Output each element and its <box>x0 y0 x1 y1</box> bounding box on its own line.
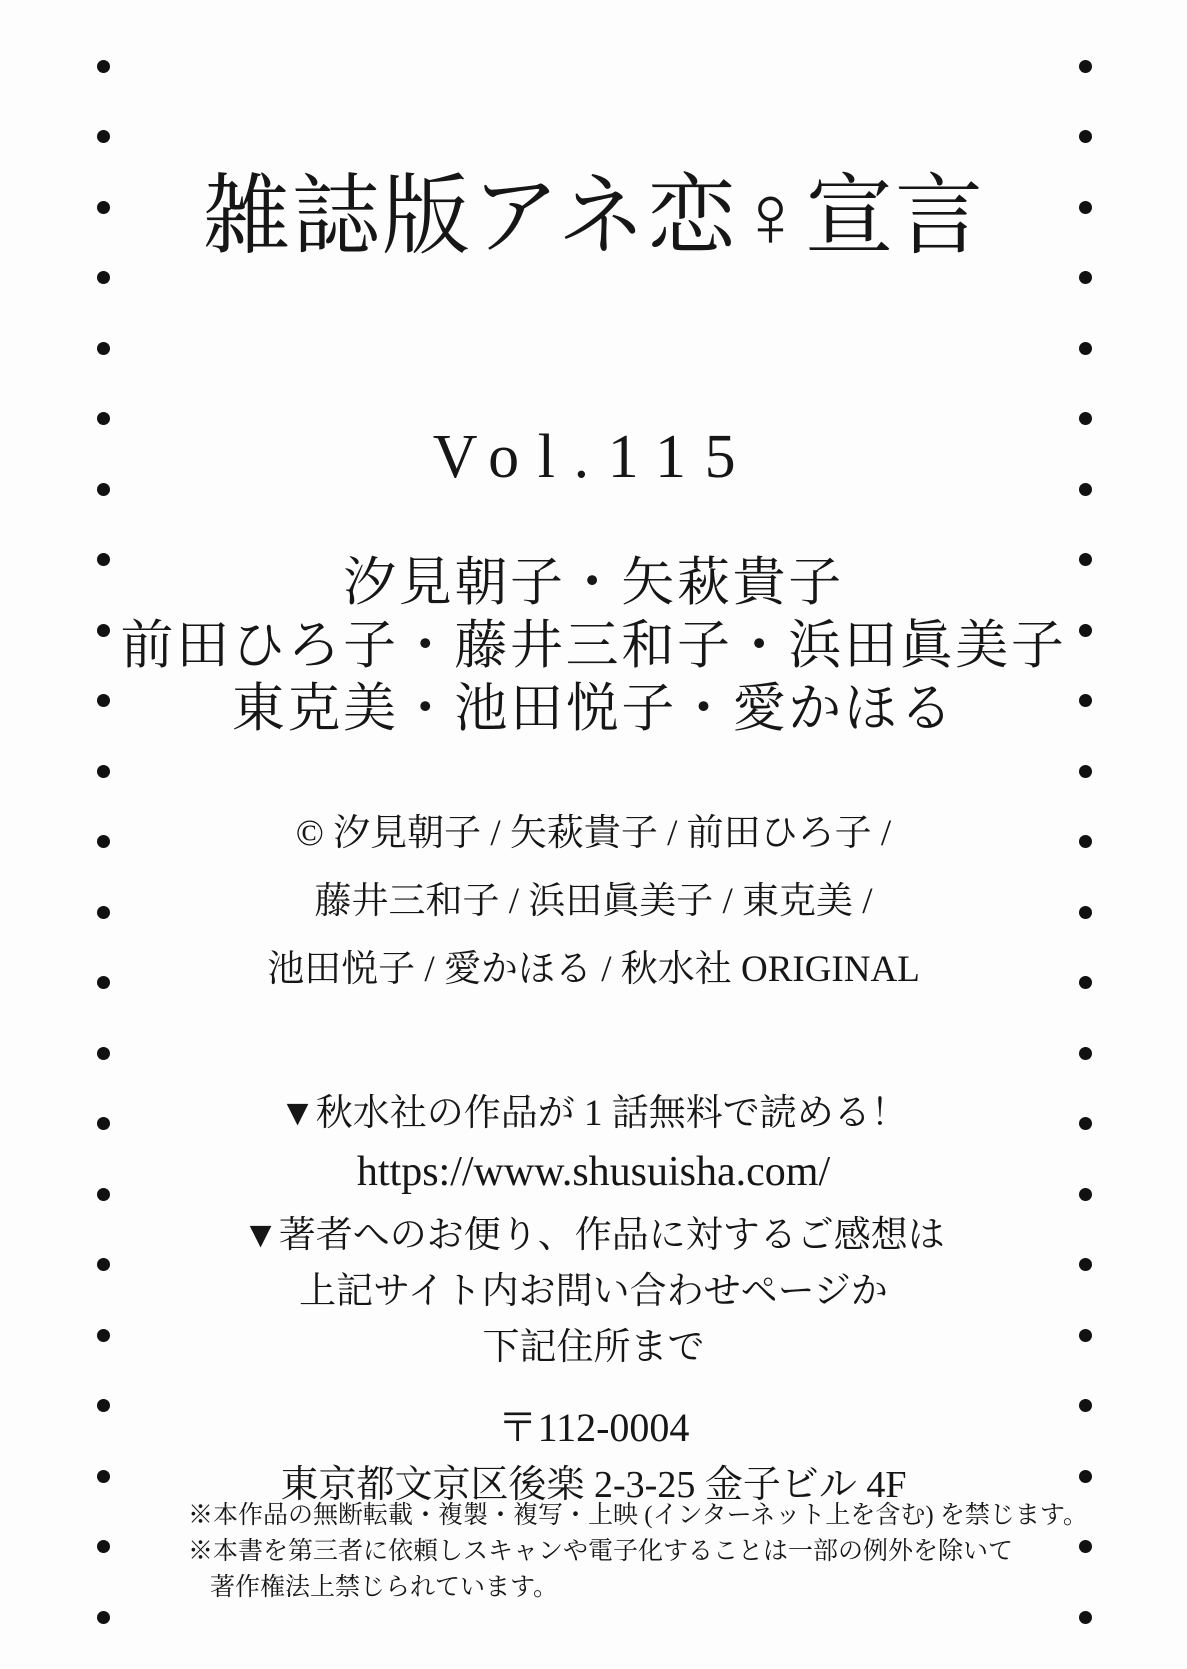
author-list <box>0 552 1187 741</box>
perforation-dot <box>1079 271 1092 284</box>
author-line-2: 前田ひろ子・藤井三和子・浜田眞美子 <box>120 617 1067 675</box>
author-line-1: 汐見朝子・矢萩貴子 <box>343 554 844 612</box>
perforation-dot <box>1079 130 1092 143</box>
perforation-dot <box>97 1047 110 1060</box>
perforation-dot <box>97 130 110 143</box>
series-title: 雑誌版アネ恋♀宣言 <box>202 169 985 266</box>
contact-line-3: 下記住所まで <box>482 1327 705 1368</box>
contact-block <box>0 1208 1187 1376</box>
legal-line-1: ※本作品の無断転載・複製・複写・上映 (インターネット上を含む) を禁じます。 <box>188 1502 1088 1529</box>
copyright-line-1: © 汐見朝子 / 矢萩貴子 / 前田ひろ子 / <box>295 813 892 854</box>
volume-number: Vol.115 <box>432 423 755 491</box>
legal-line-2: ※本書を第三者に依頼しスキャンや電子化することは一部の例外を除いて <box>188 1538 1014 1565</box>
perforation-dot <box>97 1611 110 1624</box>
author-line-3: 東克美・池田悦子・愛かほる <box>231 680 956 738</box>
legal-notice <box>188 1498 1088 1606</box>
perforation-dot <box>1079 1611 1092 1624</box>
perforation-dot <box>97 765 110 778</box>
perforation-dot <box>1079 1540 1092 1553</box>
contact-line-2: 上記サイト内お問い合わせページか <box>299 1271 888 1312</box>
perforation-dot <box>1079 60 1092 73</box>
perforation-dot <box>97 271 110 284</box>
copyright-line-2: 藤井三和子 / 浜田眞美子 / 東克美 / <box>314 881 873 922</box>
perforation-dot <box>97 60 110 73</box>
legal-line-3: 著作権法上禁じられています。 <box>210 1574 559 1601</box>
free-read-promo-heading: ▼秋水社の作品が 1 話無料で読める！ <box>279 1093 908 1134</box>
perforation-dot <box>97 1540 110 1553</box>
perforation-dot <box>1079 1047 1092 1060</box>
postal-code: 〒112-0004 <box>497 1405 690 1450</box>
copyright-block <box>0 800 1187 1004</box>
perforation-dot <box>1079 342 1092 355</box>
copyright-line-3: 池田悦子 / 愛かほる / 秋水社 ORIGINAL <box>267 949 920 990</box>
perforation-dot <box>1079 765 1092 778</box>
publisher-url: https://www.shusuisha.com/ <box>356 1149 831 1195</box>
publisher-address: 東京都文京区後楽 2-3-25 金子ビル 4F <box>280 1464 907 1506</box>
perforation-dot <box>97 342 110 355</box>
contact-line-1: ▼著者へのお便り、作品に対するご感想は <box>242 1215 945 1256</box>
